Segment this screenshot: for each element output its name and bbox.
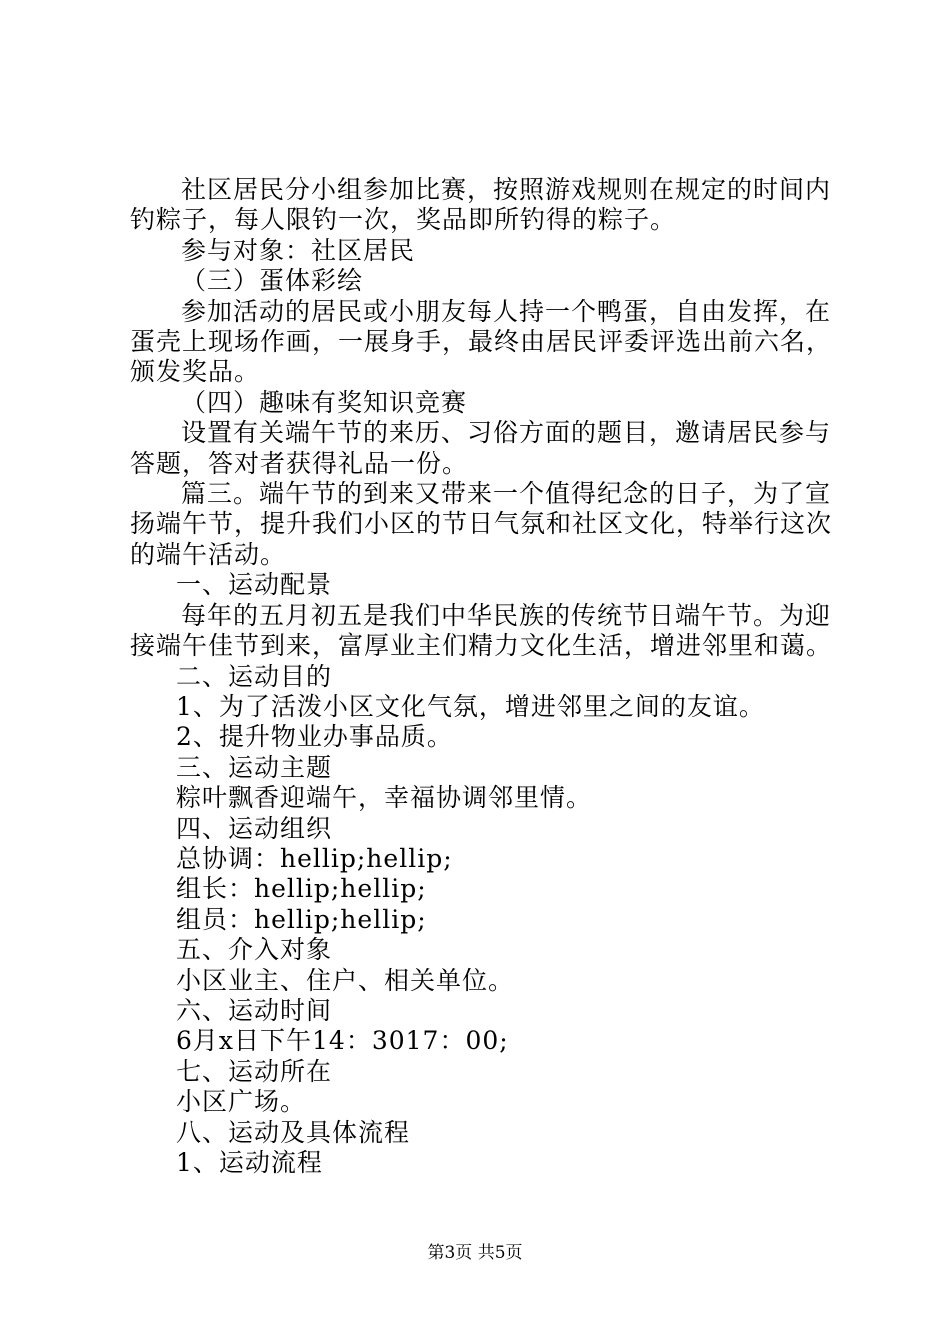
document-paragraph: （四）趣味有奖知识竞赛	[181, 387, 468, 417]
document-body	[130, 175, 835, 1178]
document-paragraph: 1、运动流程	[176, 1148, 323, 1177]
document-paragraph: 每年的五月初五是我们中华民族的传统节日端午节。为迎接端午佳节到来，富厚业主们精力文化生活，增进邻里和蔼。	[130, 600, 833, 661]
document-paragraph: 总协调：hellip;hellip;	[176, 843, 453, 873]
document-paragraph: 参与对象：社区居民	[181, 235, 416, 265]
document-paragraph: 组员：hellip;hellip;	[176, 904, 427, 934]
document-paragraph: 参加活动的居民或小朋友每人持一个鸭蛋，自由发挥，在蛋壳上现场作画，一展身手，最终由居民评委评选出前六名，颁发奖品。	[130, 296, 833, 387]
document-paragraph: 小区广场。	[176, 1087, 307, 1117]
document-paragraph: 1、为了活泼小区文化气氛，增进邻里之间的友谊。	[176, 691, 765, 721]
document-paragraph: 社区居民分小组参加比赛，按照游戏规则在规定的时间内钓粽子，每人限钓一次，奖品即所钓得的粽子。	[130, 175, 832, 235]
document-paragraph: 粽叶飘香迎端午，幸福协调邻里情。	[176, 783, 593, 813]
document-paragraph: 设置有关端午节的来历、习俗方面的题目，邀请居民参与答题，答对者获得礼品一份。	[130, 418, 832, 478]
document-paragraph: 四、运动组织	[176, 813, 333, 843]
document-paragraph: 组长：hellip;hellip;	[176, 874, 427, 904]
document-paragraph: 二、运动目的	[176, 661, 333, 691]
document-paragraph: 6月x日下午14：3017：00;	[176, 1026, 509, 1056]
document-paragraph: 篇三。端午节的到来又带来一个值得纪念的日子，为了宣扬端午节，提升我们小区的节日气氛和社区文化，特举行这次的端午活动。	[130, 479, 833, 569]
document-paragraph: 八、运动及具体流程	[176, 1117, 411, 1147]
document-paragraph: （三）蛋体彩绘	[181, 266, 364, 296]
document-paragraph: 三、运动主题	[176, 752, 333, 782]
document-paragraph: 六、运动时间	[176, 995, 333, 1025]
page-footer: 第3页 共5页	[427, 1243, 523, 1263]
document-paragraph: 2、提升物业办事品质。	[176, 722, 453, 752]
document-paragraph: 小区业主、住户、相关单位。	[176, 965, 515, 995]
document-paragraph: 七、运动所在	[176, 1056, 333, 1086]
document-paragraph: 一、运动配景	[176, 570, 333, 600]
document-paragraph: 五、介入对象	[176, 935, 333, 965]
